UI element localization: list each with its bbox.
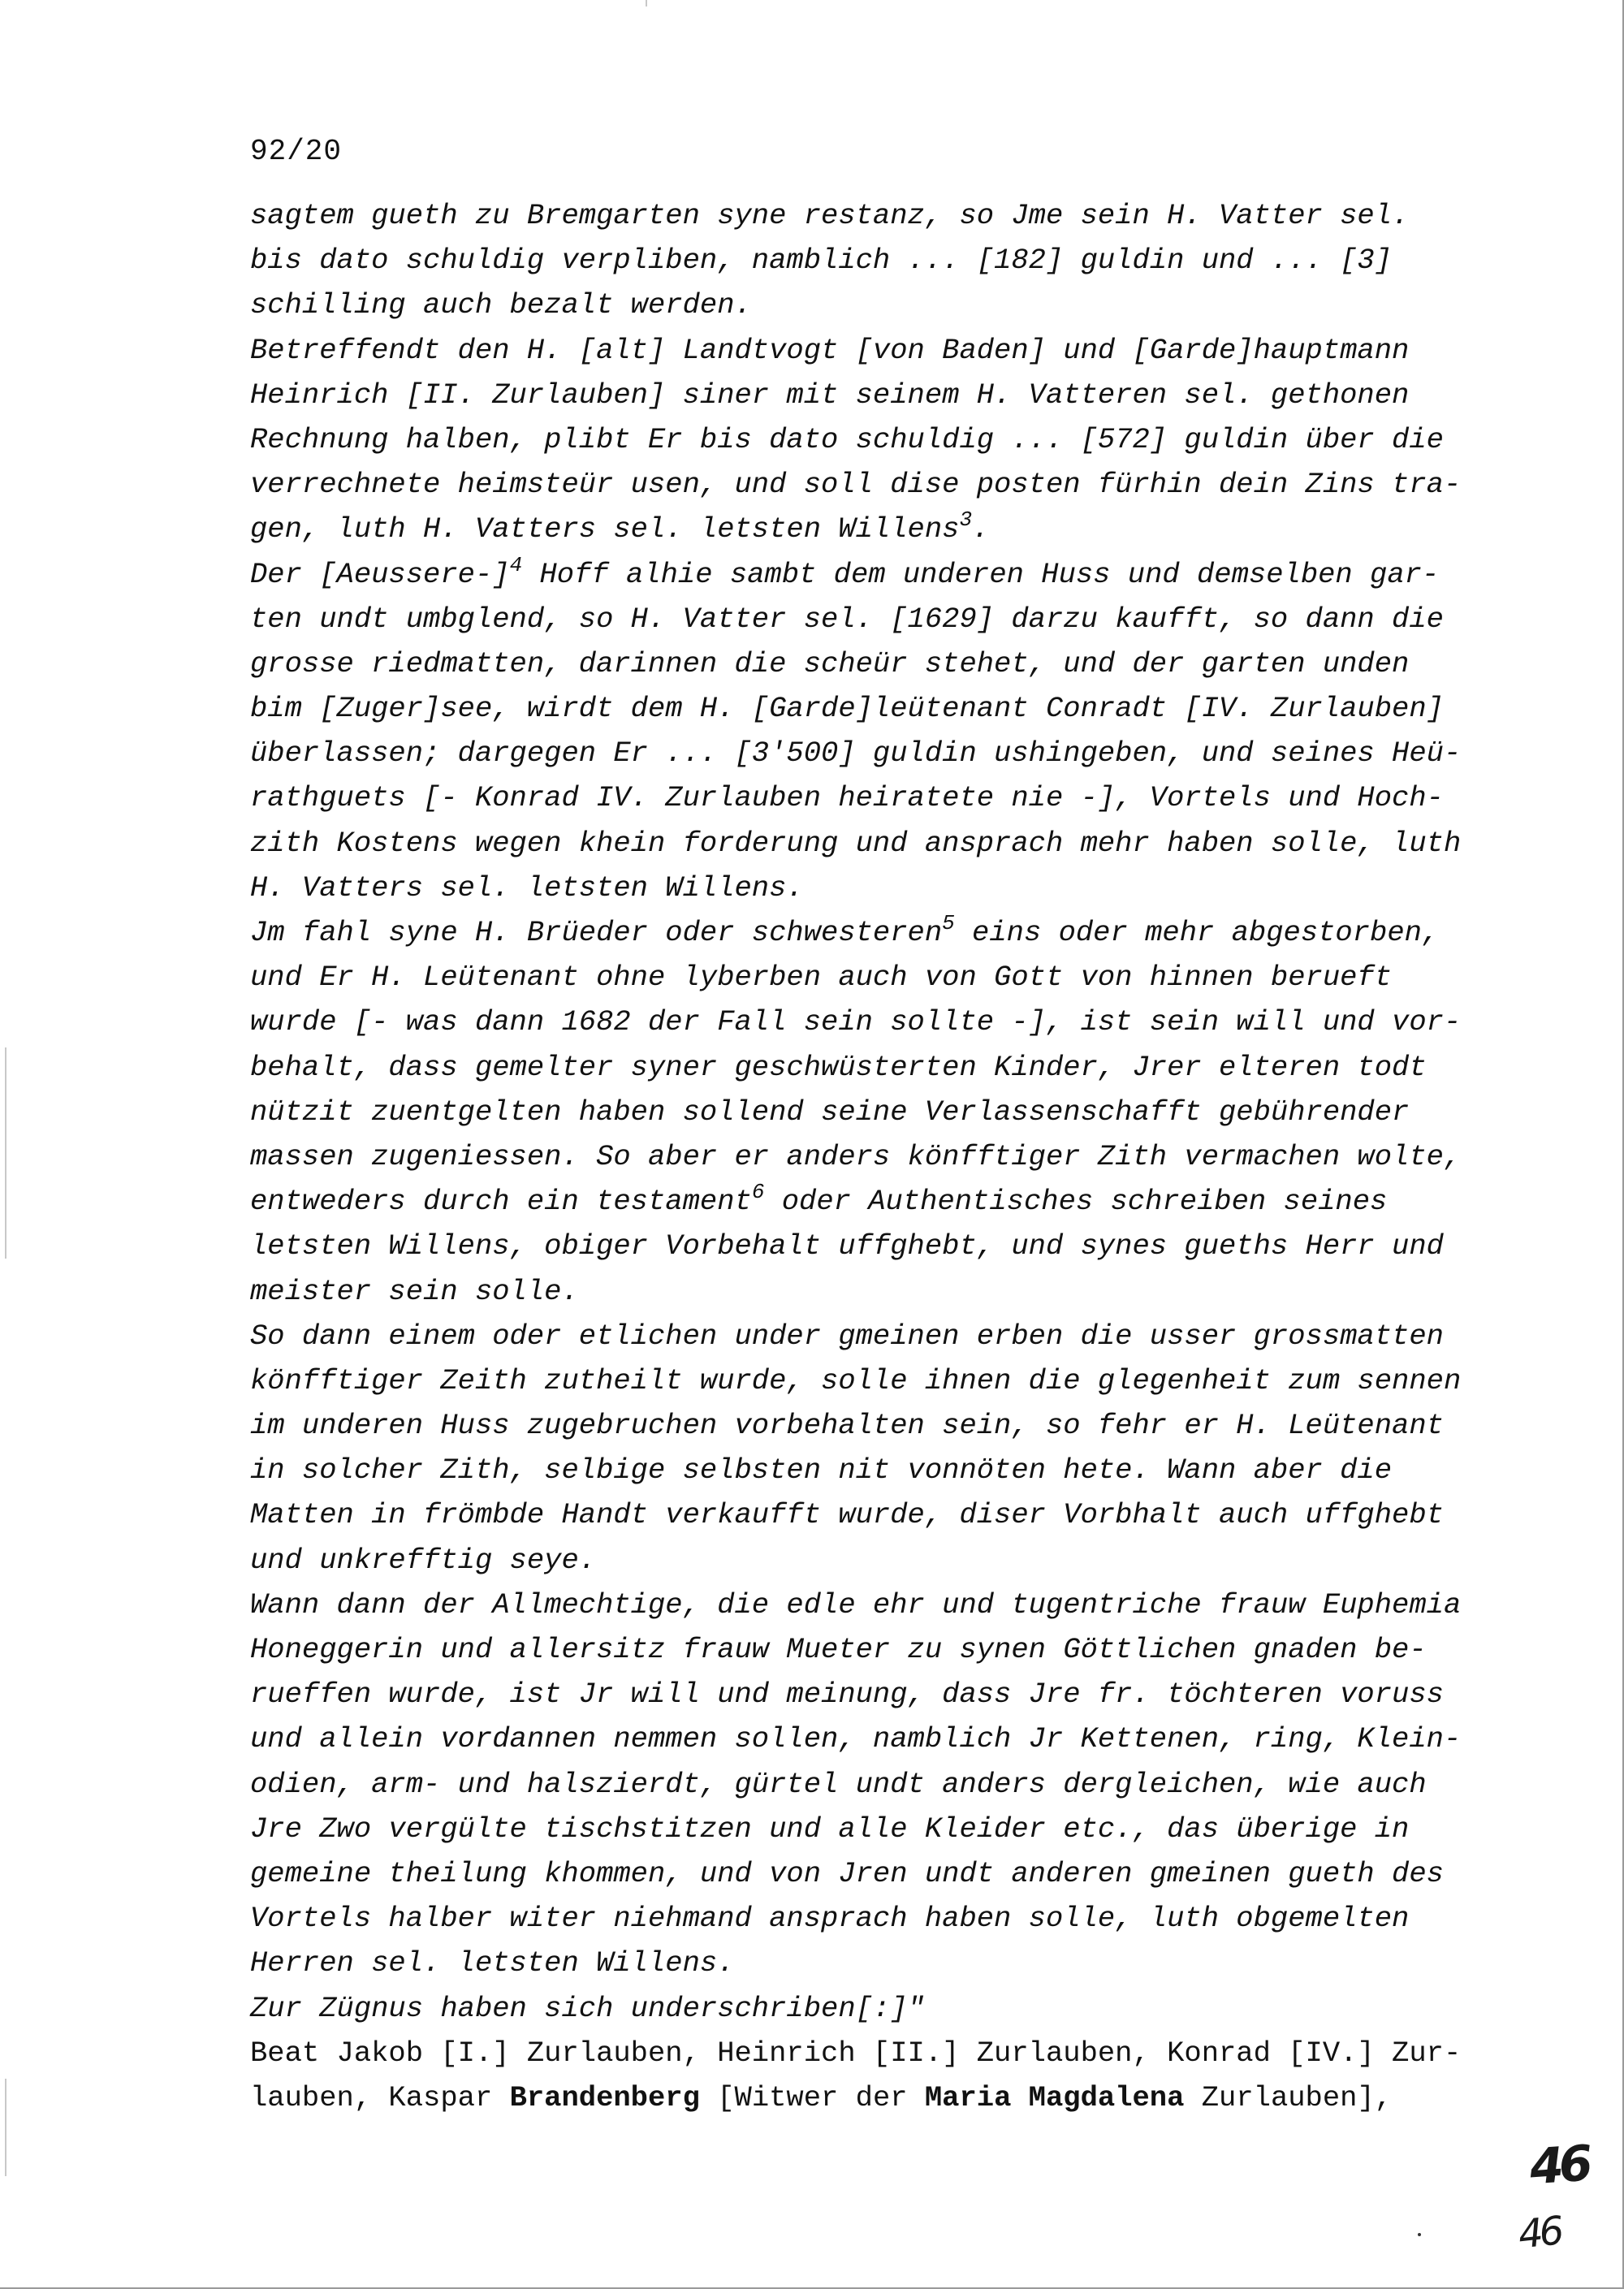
text-line bbox=[250, 597, 1517, 641]
text-segment: lauben, Kaspar bbox=[250, 2080, 510, 2114]
text-segment: [Witwer der bbox=[699, 2080, 925, 2114]
text-segment: nützit zuentgelten haben sollend seine Verlassenschafft gebührender bbox=[250, 1095, 1410, 1129]
text-segment: Der [Aeussere-] bbox=[250, 557, 510, 591]
text-segment: und allein vordannen nemmen sollen, namblich Jr Kettenen, ring, Klein- bbox=[250, 1722, 1462, 1756]
text-line bbox=[250, 686, 1517, 731]
text-line bbox=[250, 1314, 1517, 1358]
text-line bbox=[250, 462, 1517, 507]
text-line bbox=[250, 910, 1517, 955]
text-line bbox=[250, 2075, 1517, 2120]
text-line bbox=[250, 193, 1517, 238]
text-line bbox=[250, 1583, 1517, 1627]
text-line bbox=[250, 552, 1517, 597]
text-segment: Herren sel. letsten Willens. bbox=[250, 1946, 735, 1980]
text-segment: könfftiger Zeith zutheilt wurde, solle ihnen die glegenheit zum sennen bbox=[250, 1363, 1462, 1397]
text-segment: odien, arm- und halszierdt, gürtel undt anders dergleichen, wie auch bbox=[250, 1767, 1427, 1801]
text-line bbox=[250, 1538, 1517, 1583]
text-line bbox=[250, 2031, 1517, 2075]
page-number: 92/20 bbox=[250, 135, 343, 168]
text-segment: Betreffendt den H. [alt] Landtvogt [von Baden] und [Garde]hauptmann bbox=[250, 333, 1410, 367]
text-line bbox=[250, 1941, 1517, 1985]
text-line bbox=[250, 1492, 1517, 1537]
handwritten-page-number-secondary: 46 bbox=[1516, 2208, 1562, 2258]
text-segment: schilling auch bezalt werden. bbox=[250, 288, 752, 322]
bold-name: Brandenberg bbox=[509, 2080, 700, 2114]
text-segment: verrechnete heimsteür usen, und soll dise posten fürhin dein Zins tra- bbox=[250, 468, 1462, 502]
text-segment: Zur Zügnus haben sich underschriben[:]" bbox=[250, 1991, 925, 2025]
text-line bbox=[250, 1627, 1517, 1672]
text-segment: gen, luth H. Vatters sel. letsten Willens bbox=[250, 512, 960, 546]
text-line bbox=[250, 1896, 1517, 1941]
text-segment: Zurlauben], bbox=[1184, 2080, 1393, 2114]
text-line bbox=[250, 328, 1517, 373]
text-segment: Honeggerin und allersitz frauw Mueter zu synen Göttlichen gnaden be- bbox=[250, 1633, 1427, 1666]
text-segment: H. Vatters sel. letsten Willens. bbox=[250, 870, 804, 905]
text-line bbox=[250, 1717, 1517, 1761]
text-segment: . bbox=[972, 512, 990, 546]
text-line bbox=[250, 955, 1517, 1000]
footnote-marker: 5 bbox=[942, 911, 955, 935]
ink-dot bbox=[1418, 2233, 1421, 2236]
text-segment: So dann einem oder etlichen under gmeinen erben die usser grossmatten bbox=[250, 1319, 1444, 1353]
document-body-text bbox=[250, 193, 1517, 2120]
text-segment: rathguets [- Konrad IV. Zurlauben heiratete nie -], Vortels und Hoch- bbox=[250, 781, 1444, 815]
text-line bbox=[250, 1986, 1517, 2031]
text-line bbox=[250, 821, 1517, 866]
text-segment: oder Authentisches schreiben seines bbox=[764, 1185, 1388, 1219]
text-line bbox=[250, 283, 1517, 327]
text-segment: massen zugeniessen. So aber er anders könfftiger Zith vermachen wolte, bbox=[250, 1139, 1462, 1173]
text-segment: Vortels halber witer niehmand ansprach haben solle, luth obgemelten bbox=[250, 1902, 1410, 1936]
text-line bbox=[250, 238, 1517, 283]
text-line bbox=[250, 1358, 1517, 1403]
text-segment: wurde [- was dann 1682 der Fall sein sollte -], ist sein will und vor- bbox=[250, 1005, 1462, 1039]
text-line bbox=[250, 1672, 1517, 1717]
scan-edge-mark bbox=[5, 1047, 6, 1259]
footnote-marker: 3 bbox=[959, 507, 973, 533]
text-segment: Jre Zwo vergülte tischstitzen und alle Kleider etc., das überige in bbox=[250, 1812, 1410, 1846]
text-segment: im underen Huss zugebruchen vorbehalten sein, so fehr er H. Leütenant bbox=[250, 1409, 1444, 1443]
footnote-marker: 6 bbox=[751, 1180, 765, 1205]
text-segment: zith Kostens wegen khein forderung und ansprach mehr haben solle, luth bbox=[250, 826, 1462, 860]
text-line bbox=[250, 1403, 1517, 1448]
text-segment: ten undt umbglend, so H. Vatter sel. [1629] darzu kaufft, so dann die bbox=[250, 602, 1444, 636]
scan-edge-mark bbox=[5, 2079, 6, 2176]
text-segment: Jm fahl syne H. Brüeder oder schwesteren bbox=[250, 916, 943, 949]
text-segment: in solcher Zith, selbige selbsten nit vonnöten hete. Wann aber die bbox=[250, 1453, 1393, 1488]
text-line bbox=[250, 866, 1517, 910]
text-line bbox=[250, 731, 1517, 775]
text-line bbox=[250, 1224, 1517, 1268]
text-segment: eins oder mehr abgestorben, bbox=[954, 916, 1440, 949]
bold-name: Maria Magdalena bbox=[924, 2080, 1185, 2114]
text-line bbox=[250, 1090, 1517, 1134]
text-segment: meister sein solle. bbox=[250, 1274, 579, 1308]
text-line bbox=[250, 1448, 1517, 1492]
text-segment: Wann dann der Allmechtige, die edle ehr und tugentriche frauw Euphemia bbox=[250, 1587, 1462, 1622]
text-segment: bis dato schuldig verpliben, namblich ... [182] guldin und ... [3] bbox=[250, 244, 1393, 278]
text-line bbox=[250, 507, 1517, 551]
text-segment: sagtem gueth zu Bremgarten syne restanz, so Jme sein H. Vatter sel. bbox=[250, 199, 1410, 232]
text-line bbox=[250, 1000, 1517, 1044]
text-segment: Matten in frömbde Handt verkaufft wurde, diser Vorbhalt auch uffghebt bbox=[250, 1498, 1444, 1532]
text-line bbox=[250, 373, 1517, 417]
text-segment: Rechnung halben, plibt Er bis dato schuldig ... [572] guldin über die bbox=[250, 422, 1444, 456]
text-line bbox=[250, 1134, 1517, 1179]
text-line bbox=[250, 1807, 1517, 1851]
text-segment: letsten Willens, obiger Vorbehalt uffghebt, und synes gueths Herr und bbox=[250, 1229, 1444, 1263]
footnote-marker: 4 bbox=[509, 552, 523, 577]
text-segment: bim [Zuger]see, wirdt dem H. [Garde]leütenant Conradt [IV. Zurlauben] bbox=[250, 692, 1444, 726]
text-line bbox=[250, 1045, 1517, 1090]
text-segment: und Er H. Leütenant ohne lyberben auch von Gott von hinnen berueft bbox=[250, 961, 1393, 995]
text-line bbox=[250, 1851, 1517, 1896]
scan-top-tick bbox=[646, 0, 647, 6]
handwritten-page-number: 46 bbox=[1527, 2135, 1590, 2196]
text-line bbox=[250, 1269, 1517, 1314]
text-line bbox=[250, 417, 1517, 462]
text-line bbox=[250, 775, 1517, 820]
text-segment: gemeine theilung khommen, und von Jren undt anderen gmeinen gueth des bbox=[250, 1856, 1444, 1890]
text-segment: Heinrich [II. Zurlauben] siner mit seinem H. Vatteren sel. gethonen bbox=[250, 378, 1410, 412]
text-segment: behalt, dass gemelter syner geschwüsterten Kinder, Jrer elteren todt bbox=[250, 1050, 1427, 1084]
text-line bbox=[250, 1179, 1517, 1224]
text-segment: rueffen wurde, ist Jr will und meinung, dass Jre fr. töchteren voruss bbox=[250, 1678, 1444, 1712]
text-line bbox=[250, 641, 1517, 686]
text-line bbox=[250, 1762, 1517, 1807]
text-segment: Beat Jakob [I.] Zurlauben, Heinrich [II.] Zurlauben, Konrad [IV.] Zur- bbox=[250, 2036, 1462, 2070]
text-segment: Hoff alhie sambt dem underen Huss und demselben gar- bbox=[522, 557, 1440, 591]
text-segment: und unkrefftig seye. bbox=[250, 1543, 597, 1577]
text-segment: grosse riedmatten, darinnen die scheür stehet, und der garten unden bbox=[250, 646, 1410, 680]
text-segment: überlassen; dargegen Er ... [3'500] guldin ushingeben, und seines Heü- bbox=[250, 736, 1462, 771]
text-segment: entweders durch ein testament bbox=[250, 1185, 752, 1219]
